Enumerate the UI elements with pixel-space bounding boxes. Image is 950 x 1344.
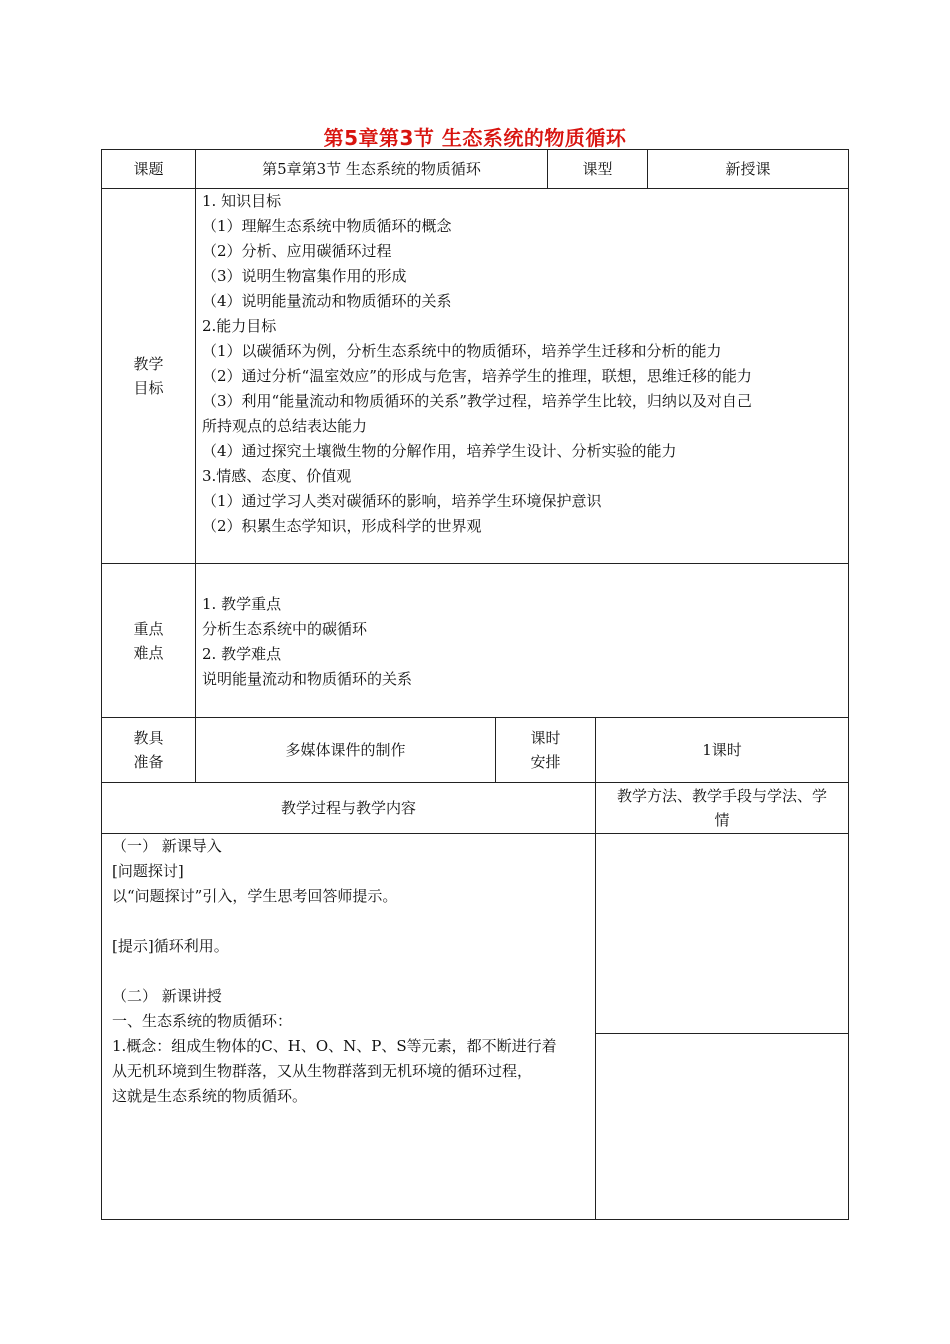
keypoints-list: 1. 教学重点 分析生态系统中的碳循环 2. 教学难点 说明能量流动和物质循环的关系 <box>202 595 413 688</box>
process-content-row <box>101 833 849 1220</box>
tools-label: 教具 准备 <box>133 729 164 771</box>
prep-row <box>101 717 849 783</box>
tools-value: 多媒体课件的制作 <box>285 741 406 759</box>
topic-value: 第5章第3节 生态系统的物质循环 <box>262 160 481 178</box>
objectives-row <box>101 188 849 564</box>
notes-divider <box>596 1033 848 1034</box>
process-header-left: 教学过程与教学内容 <box>280 799 416 817</box>
time-value: 1课时 <box>702 741 742 759</box>
header-row <box>101 149 849 189</box>
type-label: 课型 <box>582 160 613 178</box>
objectives-list: 1. 知识目标 （1）理解生态系统中物质循环的概念 （2）分析、应用碳循环过程 （3）说明生物富集作用的形成 （4）说明能量流动和物质循环的关系 2.能力目标 （1）以碳循环为例，分析生态系统中的物质循环，培养学生迁移和分析的能力 （2）通过分析“温室效应”的形成与危害，培养学生的推理，联想，思维迁移的能力 （3）利用“能量流动和物质循环的关系”教学过程，培养学生比较，归纳以及对自己 所持观点的总结表达能力 （4）通过探究土壤微生物的分解作用，培养学生设计、分析实验的能力 3.情感、态度、价值观 （1）通过学习人类对碳循环的影响，培养学生环境保护意识 （2）积累生态学知识，形成科学的世界观 <box>202 192 752 535</box>
topic-label: 课题 <box>133 160 164 178</box>
process-header-row <box>101 782 849 834</box>
time-label: 课时 安排 <box>530 729 561 771</box>
type-value: 新授课 <box>725 160 771 178</box>
objectives-label: 教学 目标 <box>133 355 164 397</box>
process-header-right: 教学方法、教学手段与学法、学 情 <box>616 787 827 829</box>
keypoints-row <box>101 563 849 718</box>
process-content: （一） 新课导入 [问题探讨] 以“问题探讨”引入，学生思考回答师提示。 [提示]循环利用。 （二） 新课讲授 一、生态系统的物质循环： 1.概念：组成生物体的C、H、O、N、P、S等元素，都不断进行着 从无机环境到生物群落，又从生物群落到无机环境的循环过程， 这就是生态系统的物质循环。 <box>112 837 557 1105</box>
page-title: 第5章第3节 生态系统的物质循环 <box>323 126 627 150</box>
keypoints-label: 重点 难点 <box>133 619 164 662</box>
